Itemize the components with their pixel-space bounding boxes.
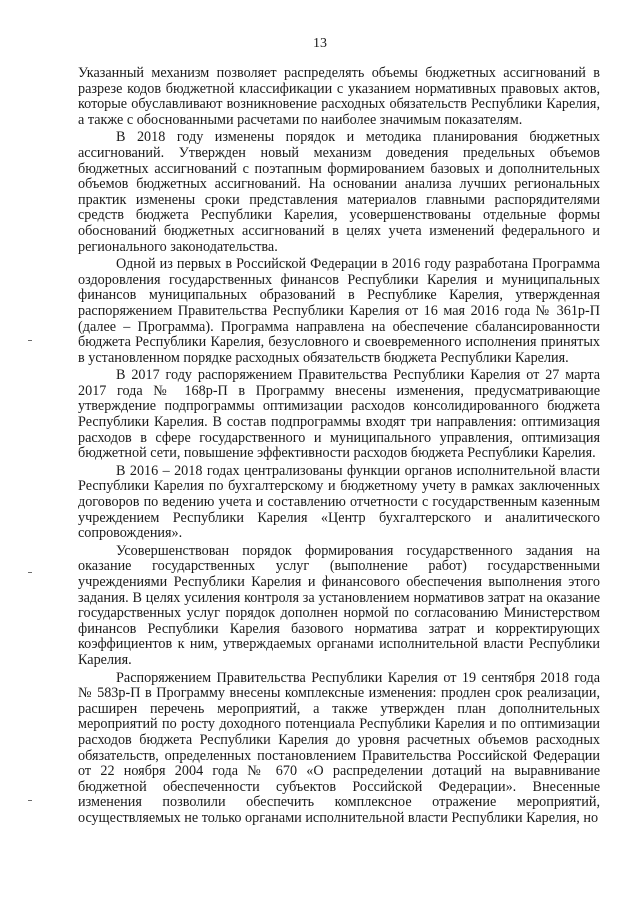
margin-mark bbox=[28, 800, 32, 801]
page-number: 13 bbox=[313, 36, 327, 51]
paragraph: Распоряжением Правительства Республики Карелия от 19 сентября 2018 года № 583р-П в Программу внесены комплексные изменения: продлен срок реализации, расширен перечень мероприятий, а также утвержден план дополнительных мероприятий по росту доходного потенциала Республики Карелия и по оптимизации расходов бюджета Республики Карелия до уровня расчетных объемов расходных обязательств, определенных постановлением Правительства Российской Федерации от 22 ноября 2004 года № 670 «О распределении дотаций на выравнивание бюджетной обеспеченности субъектов Российской Федерации». Внесенные изменения позволили обеспечить комплексное отражение мероприятий, осуществляемых не только органами исполнительной власти Республики Карелия, но bbox=[78, 669, 600, 826]
paragraph: В 2017 году распоряжением Правительства Республики Карелия от 27 марта 2017 года № 168р-П в Программу внесены изменения, предусматривающие утверждение подпрограммы оптимизации расходов консолидированного бюджета Республики Карелия. В состав подпрограммы входят три направления: оптимизация расходов в сфере государственного и муниципального управления, оптимизация бюджетной сети, повышение эффективности расходов бюджета Республики Карелия. bbox=[78, 367, 600, 462]
paragraph: Одной из первых в Российской Федерации в 2016 году разработана Программа оздоровления государственных финансов Республики Карелия и муниципальных финансов муниципальных образований в Республике Карелия, утвержденная распоряжением Правительства Республики Карелия от 16 мая 2016 года № 361р-П (далее – Программа). Программа направлена на обеспечение сбалансированности бюджета Республики Карелия, безусловного и своевременного исполнения принятых в установленном порядке расходных обязательств бюджета Республики Карелия. bbox=[78, 256, 600, 366]
margin-mark bbox=[28, 572, 32, 573]
paragraph: Указанный механизм позволяет распределять объемы бюджетных ассигнований в разрезе кодов бюджетной классификации с указанием нормативных правовых актов, которые обуславливают возникновение расходных обязательств Республики Карелия, а также с обоснованными расчетами по наиболее значимым показателям. bbox=[78, 65, 600, 128]
paragraph: Усовершенствован порядок формирования государственного задания на оказание государственных услуг (выполнение работ) государственными учреждениями Республики Карелия и финансового обеспечения выполнения этого задания. В целях усиления контроля за установлением нормативов затрат на оказание государственных услуг порядок дополнен нормой по согласованию Министерством финансов Республики Карелия базового норматива затрат и корректирующих коэффициентов к ним, утверждаемых органами исполнительной власти Республики Карелия. bbox=[78, 542, 600, 668]
paragraph: В 2016 – 2018 годах централизованы функции органов исполнительной власти Республики Карелия по бухгалтерскому и бюджетному учету в рамках заключенных договоров по ведению учета и составлению отчетности с государственным казенным учреждением Республики Карелия «Центр бухгалтерского и аналитического сопровождения». bbox=[78, 462, 600, 542]
margin-mark bbox=[28, 340, 32, 341]
document-body bbox=[78, 66, 600, 829]
paragraph: В 2018 году изменены порядок и методика планирования бюджетных ассигнований. Утвержден новый механизм доведения предельных объемов бюджетных ассигнований с поэтапным формированием базовых и дополнительных объемов бюджетных ассигнований. На основании анализа лучших региональных практик изменены сроки представления материалов главными распорядителями средств бюджета Республики Карелия, усовершенствованы отдельные формы обоснований бюджетных ассигнований в целях учета изменений федерального и регионального законодательства. bbox=[78, 129, 600, 255]
